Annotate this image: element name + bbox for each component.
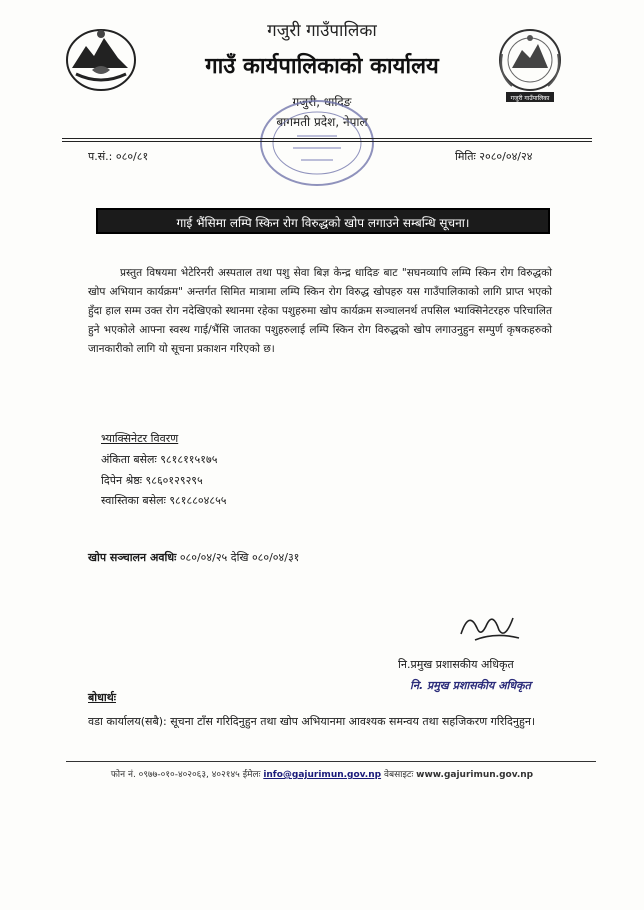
signatory-title: नि.प्रमुख प्रशासकीय अधिकृत: [398, 658, 514, 671]
notice-title: गाई भैंसिमा लम्पि स्किन रोग विरुद्धको खोप लगाउने सम्बन्धि सूचना।: [96, 208, 550, 234]
campaign-period-label: खोप सञ्चालन अवधिः: [88, 551, 177, 564]
campaign-period: [88, 550, 299, 565]
cc-heading: बोधार्थः: [88, 691, 116, 704]
notice-body-paragraph: प्रस्तुत विषयमा भेटेरिनरी अस्पताल तथा पशु सेवा बिज्ञ केन्द्र धादिङ बाट "सघनव्यापि लम्पि स्किन रोग विरुद्धको खोप अभियान कार्यक्रम" अन्तर्गत सिमित मात्रामा लम्पि स्किन रोग विरुद्ध खोपहरु यस गाउँपालिकाको लागि प्राप्त भएको हुँदा हाल सम्म उक्त रोग नदेखिएको स्थानमा रहेका पशुहरुमा खोप कार्यक्रम सञ्चालनर्थ तपसिल भ्याक्सिनेटरहरु परिचालित हुने भएकोले आफ्ना स्वस्थ गाई/भैंसि जातका पशुहरुलाई लम्पि स्किन रोग विरुद्धको खोप लगाउनुहुन सम्पुर्ण कृषकहरुको जानकारीको लागि यो सूचना प्रकाशन गरिएको छ।: [88, 267, 552, 355]
cc-text: वडा कार्यालय(सबै): सूचना टाँस गरिदिनुहुन तथा खोप अभियानमा आवश्यक समन्वय तथा सहजिकरण गरिदिनुहुन।: [88, 715, 536, 728]
vaccinator-item: स्वास्तिका बसेलः ९८१८८०४८५५: [101, 494, 227, 507]
footer-website-link[interactable]: www.gajurimun.gov.np: [416, 770, 534, 780]
footer-phone: फोन नं. ०९७७-०१०-४०२०६३, ४०२१४५: [110, 770, 240, 780]
municipality-name: गजुरी गाउँपालिका: [267, 21, 377, 41]
footer-web-label: वेबसाइटः: [383, 770, 414, 780]
header-rule-second: [62, 141, 592, 142]
office-name: गाउँ कार्यपालिकाको कार्यालय: [205, 54, 439, 79]
header-rule: [62, 138, 592, 139]
province-line: बागमती प्रदेश, नेपाल: [276, 115, 368, 129]
notice-date: मितिः २०८०/०४/२४: [455, 150, 533, 163]
footer-email-link[interactable]: info@gajurimun.gov.np: [263, 770, 382, 780]
office-seal-icon: [257, 96, 377, 190]
district-line: गजुरी, धादिङ: [292, 95, 352, 109]
logo-ribbon-text: गजुरी गाउँपालिका: [510, 95, 550, 102]
campaign-period-value: ०८०/०४/२५ देखि ०८०/०४/३१: [179, 551, 300, 564]
vaccinator-item: दिपेन श्रेष्ठः ९८६०१२९२९५: [101, 474, 203, 487]
signatory-stamp: नि. प्रमुख प्रशासकीय अधिकृत: [410, 679, 531, 692]
footer-rule: [66, 761, 596, 762]
footer-email-label: ईमेलः: [242, 770, 261, 780]
signature-icon: [455, 604, 525, 652]
footer: [0, 767, 644, 780]
reference-number: प.सं.: ०८०/८१: [88, 150, 149, 163]
vaccinator-heading: भ्याक्सिनेटर विवरण: [101, 432, 179, 445]
vaccinator-item: अंकिता बसेलः ९८१८११५१७५: [101, 453, 218, 466]
